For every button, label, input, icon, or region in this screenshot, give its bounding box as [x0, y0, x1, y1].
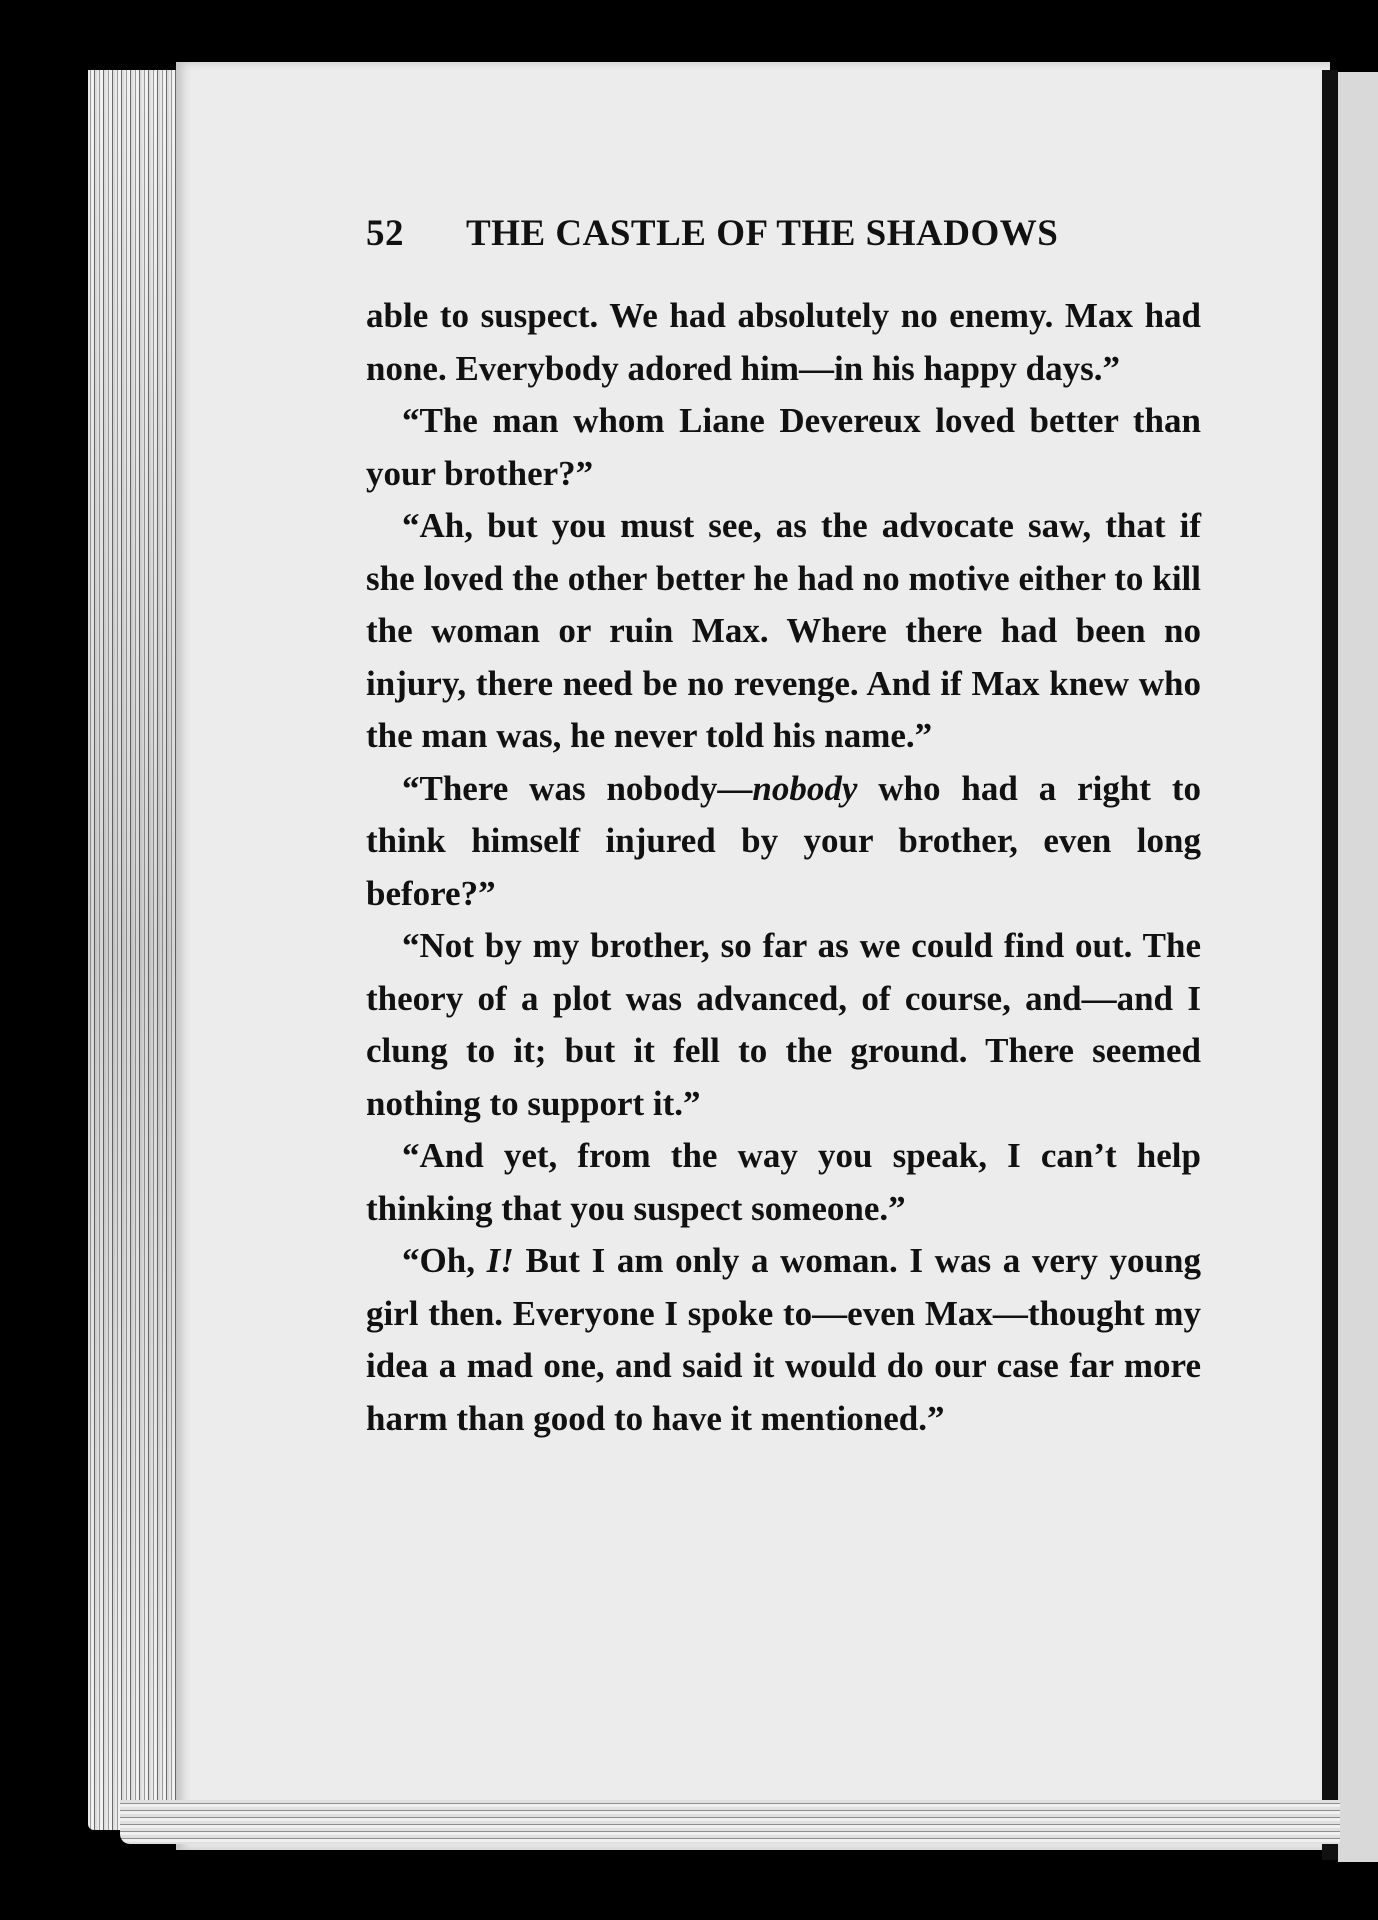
- paragraph: “Not by my brother, so far as we could find out. The theory of a plot was advanced, of course, and—and I clung to it; but it fell to the ground. There seemed nothing to support it.”: [366, 926, 1201, 1123]
- paragraph: [366, 1235, 1201, 1445]
- paragraph-text: “There was nobody—: [402, 768, 753, 808]
- paragraph-text: But I am only a woman. I was a very young girl then. Everyone I spoke to—even Max—thought my idea a mad one, and said it would do our case far more harm than good to have it mentioned.”: [366, 1241, 1201, 1438]
- next-page-edge: [1338, 72, 1378, 1862]
- running-title: THE CASTLE OF THE SHADOWS: [466, 213, 1059, 254]
- italic-emphasis: I!: [486, 1241, 514, 1280]
- paragraph: “Ah, but you must see, as the advocate saw, that if she loved the other better he had no motive either to kill the woman or ruin Max. Where there had been no injury, there need be no revenge. And if Max knew who the man was, he never told his name.”: [366, 506, 1201, 755]
- paragraph: “The man whom Liane Devereux loved better than your brother?”: [366, 401, 1201, 493]
- paragraph: “And yet, from the way you speak, I can’t help thinking that you suspect someone.”: [366, 1136, 1201, 1228]
- paragraph-text: “Oh,: [402, 1241, 487, 1280]
- page-edges: [88, 70, 180, 1830]
- page-number: 52: [366, 213, 404, 254]
- page-fold-shadow: [1322, 70, 1338, 1860]
- text-body: [366, 290, 1201, 1445]
- running-head: [366, 212, 1118, 272]
- paragraph: able to suspect. We had absolutely no enemy. Max had none. Everybody adored him—in his happy days.”: [366, 296, 1201, 388]
- italic-emphasis: nobody: [752, 768, 858, 808]
- paragraph-text: who had a right to think himself injured by your brother, even long before?”: [366, 768, 1201, 913]
- bottom-page-edges: [120, 1800, 1340, 1844]
- paragraph: [366, 763, 1201, 921]
